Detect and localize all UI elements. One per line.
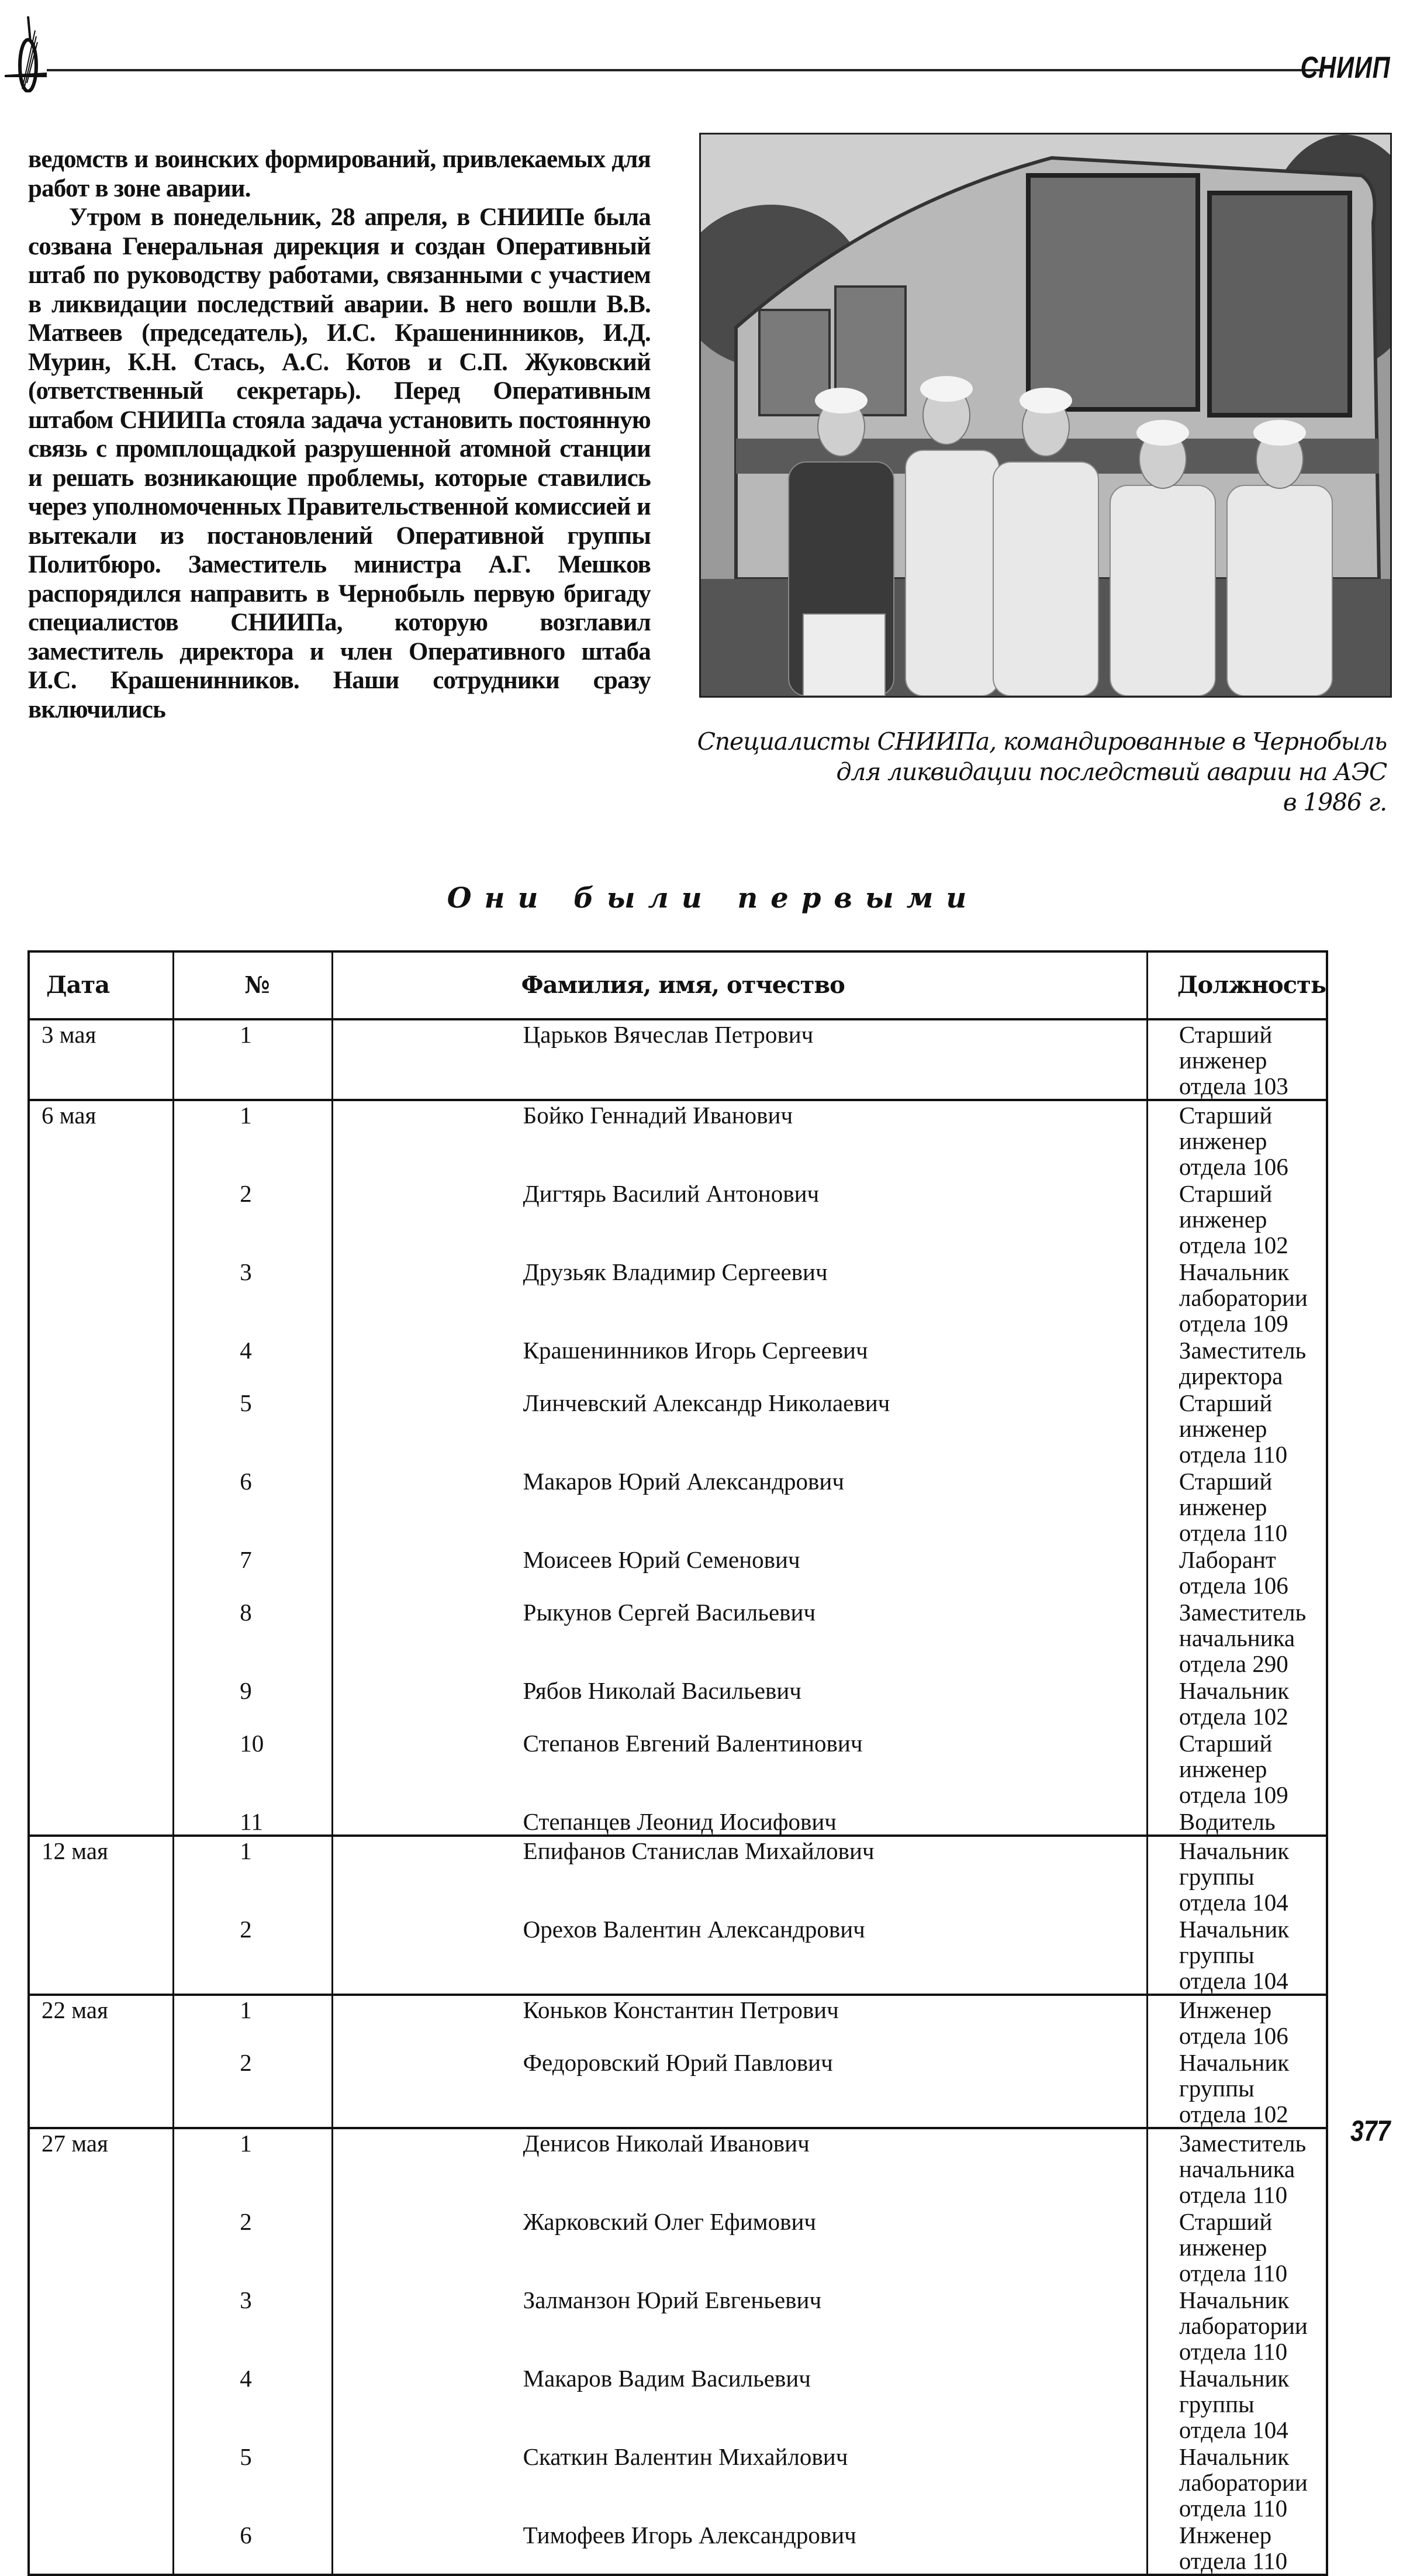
caption-line: в 1986 г.	[1283, 788, 1387, 816]
position-line: отдела 104	[1179, 2416, 1288, 2443]
cell-date: 6 мая	[29, 1100, 174, 1180]
table-row	[29, 2443, 1327, 2521]
header-rule	[47, 69, 1324, 71]
photo-caption	[656, 726, 1387, 818]
table-row	[29, 2521, 1327, 2575]
cell-number: 8	[174, 1598, 332, 1677]
table-row	[29, 1467, 1327, 1546]
position-line: Заместитель начальника	[1179, 1599, 1307, 1651]
cell-date	[29, 1336, 174, 1389]
position-line: Заместитель начальника	[1179, 2130, 1307, 2182]
position-line: Начальник лаборатории	[1179, 2287, 1308, 2339]
cell-number: 10	[174, 1729, 332, 1808]
position-line: Начальник лаборатории	[1179, 1258, 1308, 1311]
institute-emblem-icon	[5, 7, 47, 92]
position-line: отдела 290	[1179, 1650, 1288, 1677]
table-row	[29, 1336, 1327, 1389]
cell-number: 2	[174, 1915, 332, 1995]
cell-position	[1147, 1258, 1327, 1336]
position-line: Инженер отдела 106	[1179, 1996, 1288, 2049]
cell-name: Макаров Юрий Александрович	[332, 1467, 1147, 1546]
cell-date	[29, 1598, 174, 1677]
cell-number: 2	[174, 1180, 332, 1258]
cell-name: Макаров Вадим Васильевич	[332, 2364, 1147, 2443]
cell-name: Бойко Геннадий Иванович	[332, 1100, 1147, 1180]
cell-number: 7	[174, 1546, 332, 1598]
table-row	[29, 1598, 1327, 1677]
cell-date	[29, 1677, 174, 1729]
cell-date	[29, 1808, 174, 1836]
cell-position	[1147, 1389, 1327, 1467]
table-row	[29, 1258, 1327, 1336]
cell-number: 6	[174, 1467, 332, 1546]
cell-date	[29, 1258, 174, 1336]
cell-date: 12 мая	[29, 1836, 174, 1915]
table-row	[29, 2208, 1327, 2286]
position-line: отдела 110	[1179, 1441, 1288, 1468]
position-line: Начальник лаборатории	[1179, 2443, 1308, 2496]
table-row	[29, 1729, 1327, 1808]
running-title: СНИИП	[1300, 51, 1390, 85]
cell-date	[29, 1915, 174, 1995]
position-line: отдела 102	[1179, 1232, 1288, 1258]
table-header-row	[29, 951, 1327, 1019]
cell-number: 6	[174, 2521, 332, 2575]
table-row	[29, 1915, 1327, 1995]
position-line: отдела 110	[1179, 2338, 1288, 2365]
cell-position	[1147, 1019, 1327, 1100]
position-line: Лаборант отдела 106	[1179, 1546, 1288, 1599]
cell-date	[29, 2364, 174, 2443]
cell-name: Тимофеев Игорь Александрович	[332, 2521, 1147, 2575]
cell-number: 1	[174, 1995, 332, 2049]
cell-position	[1147, 2208, 1327, 2286]
table-row	[29, 1100, 1327, 1180]
cell-name: Скаткин Валентин Михайлович	[332, 2443, 1147, 2521]
cell-name: Епифанов Станислав Михайлович	[332, 1836, 1147, 1915]
position-line: отдела 110	[1179, 2495, 1288, 2522]
cell-name: Линчевский Александр Николаевич	[332, 1389, 1147, 1467]
table-row	[29, 1808, 1327, 1836]
position-line: отдела 109	[1179, 1310, 1288, 1337]
cell-date	[29, 2443, 174, 2521]
cell-position	[1147, 1546, 1327, 1598]
position-line: отдела 104	[1179, 1967, 1288, 1994]
cell-name: Степанов Евгений Валентинович	[332, 1729, 1147, 1808]
position-line: Заместитель директора	[1179, 1337, 1307, 1389]
cell-name: Орехов Валентин Александрович	[332, 1915, 1147, 1995]
cell-date	[29, 1180, 174, 1258]
position-line: отдела 109	[1179, 1781, 1288, 1808]
cell-number: 4	[174, 2364, 332, 2443]
date-group	[29, 2128, 1327, 2575]
cell-name: Коньков Константин Петрович	[332, 1995, 1147, 2049]
cell-date	[29, 2049, 174, 2128]
cell-date: 27 мая	[29, 2128, 174, 2208]
cell-name: Моисеев Юрий Семенович	[332, 1546, 1147, 1598]
page-header	[0, 0, 1403, 117]
date-group	[29, 1995, 1327, 2128]
table-row	[29, 1019, 1327, 1100]
cell-name: Крашенинников Игорь Сергеевич	[332, 1336, 1147, 1389]
cell-date	[29, 2208, 174, 2286]
cell-position	[1147, 1915, 1327, 1995]
cell-name: Степанцев Леонид Иосифович	[332, 1808, 1147, 1836]
position-line: Начальник группы	[1179, 1916, 1290, 1968]
header-date: Дата	[29, 951, 174, 1019]
position-line: Старший инженер	[1179, 2208, 1273, 2261]
date-group	[29, 1019, 1327, 1100]
cell-number: 1	[174, 1019, 332, 1100]
cell-number: 3	[174, 2286, 332, 2364]
table-row	[29, 1836, 1327, 1915]
cell-name: Друзьяк Владимир Сергеевич	[332, 1258, 1147, 1336]
cell-position	[1147, 1995, 1327, 2049]
position-line: Начальник группы	[1179, 2049, 1290, 2102]
cell-number: 11	[174, 1808, 332, 1836]
table-row	[29, 2286, 1327, 2364]
cell-number: 3	[174, 1258, 332, 1336]
roster-table	[27, 950, 1328, 2576]
cell-position	[1147, 1808, 1327, 1836]
cell-date	[29, 2521, 174, 2575]
cell-date	[29, 1467, 174, 1546]
table-row	[29, 1389, 1327, 1467]
cell-date: 22 мая	[29, 1995, 174, 2049]
position-line: отдела 103	[1179, 1073, 1288, 1099]
table-row	[29, 1546, 1327, 1598]
cell-number: 2	[174, 2208, 332, 2286]
cell-position	[1147, 1336, 1327, 1389]
cell-date	[29, 1389, 174, 1467]
position-line: отдела 110	[1179, 2181, 1288, 2208]
photo-image	[701, 135, 1390, 696]
position-line: Старший инженер	[1179, 1021, 1273, 1074]
cell-position	[1147, 2049, 1327, 2128]
paragraph: Утром в понедельник, 28 апреля, в СНИИПе была созвана Генеральная дирекция и создан Оперативный штаб по руководству работами, связанными с участием в ликвидации последствий аварии. В него вошли В.В. Матвеев (председатель), И.С. Крашенинников, И.Д. Мурин, К.Н. Стась, А.С. Котов и С.П. Жуковский (ответственный секретарь). Перед Оперативным штабом СНИИПа стояла задача установить постоянную связь с промплощадкой разрушенной атомной станции и решать возникающие проблемы, которые ставились через уполномоченных Правительственной комиссией и вытекали из постановлений Оперативной группы Политбюро. Заместитель министра А.Г. Мешков распорядился направить в Чернобыль первую бригаду специалистов СНИИПа, которую возглавил заместитель директора и член Оперативного штаба И.С. Крашенинников. Наши сотрудники сразу включились	[28, 204, 651, 723]
header-position: Должность	[1147, 951, 1327, 1019]
paragraph: ведомств и воинских формирований, привлекаемых для работ в зоне аварии.	[28, 146, 651, 202]
cell-date	[29, 1729, 174, 1808]
cell-position	[1147, 2364, 1327, 2443]
cell-position	[1147, 2443, 1327, 2521]
cell-date	[29, 2286, 174, 2364]
article-body	[28, 145, 651, 724]
page-number: 377	[1350, 2115, 1390, 2147]
position-line: Старший инженер	[1179, 1102, 1273, 1154]
position-line: отдела 106	[1179, 1153, 1288, 1180]
photo	[699, 133, 1392, 698]
cell-position	[1147, 2286, 1327, 2364]
cell-number: 1	[174, 2128, 332, 2208]
position-line: Старший инженер	[1179, 1180, 1273, 1233]
cell-position	[1147, 1467, 1327, 1546]
position-line: Водитель	[1179, 1808, 1276, 1835]
position-line: Инженер отдела 110	[1179, 2522, 1288, 2574]
cell-number: 2	[174, 2049, 332, 2128]
cell-position	[1147, 1598, 1327, 1677]
cell-name: Дигтярь Василий Антонович	[332, 1180, 1147, 1258]
cell-position	[1147, 1729, 1327, 1808]
table-title: Они были первыми	[447, 882, 980, 915]
cell-position	[1147, 2128, 1327, 2208]
cell-name: Рябов Николай Васильевич	[332, 1677, 1147, 1729]
position-line: Старший инженер	[1179, 1389, 1273, 1442]
cell-name: Рыкунов Сергей Васильевич	[332, 1598, 1147, 1677]
cell-position	[1147, 2521, 1327, 2575]
table-row	[29, 1995, 1327, 2049]
cell-number: 1	[174, 1836, 332, 1915]
position-line: Начальник группы	[1179, 1837, 1290, 1890]
date-group	[29, 1100, 1327, 1836]
position-line: Старший инженер	[1179, 1468, 1273, 1520]
cell-number: 5	[174, 2443, 332, 2521]
table-row	[29, 2049, 1327, 2128]
position-line: отдела 110	[1179, 2260, 1288, 2287]
cell-position	[1147, 1100, 1327, 1180]
position-line: Начальник отдела 102	[1179, 1677, 1290, 1730]
table-row	[29, 1180, 1327, 1258]
caption-line: для ликвидации последствий аварии на АЭС	[836, 758, 1387, 786]
cell-date	[29, 1546, 174, 1598]
cell-number: 5	[174, 1389, 332, 1467]
date-group	[29, 1836, 1327, 1995]
position-line: Старший инженер	[1179, 1730, 1273, 1782]
header-number: №	[174, 951, 332, 1019]
cell-date: 3 мая	[29, 1019, 174, 1100]
cell-name: Залманзон Юрий Евгеньевич	[332, 2286, 1147, 2364]
position-line: отдела 110	[1179, 1519, 1288, 1546]
position-line: отдела 102	[1179, 2101, 1288, 2127]
header-name: Фамилия, имя, отчество	[332, 951, 1147, 1019]
table-row	[29, 2364, 1327, 2443]
cell-number: 1	[174, 1100, 332, 1180]
cell-number: 4	[174, 1336, 332, 1389]
cell-position	[1147, 1180, 1327, 1258]
table-row	[29, 2128, 1327, 2208]
cell-name: Федоровский Юрий Павлович	[332, 2049, 1147, 2128]
cell-name: Царьков Вячеслав Петрович	[332, 1019, 1147, 1100]
cell-name: Жарковский Олег Ефимович	[332, 2208, 1147, 2286]
cell-position	[1147, 1677, 1327, 1729]
table-row	[29, 1677, 1327, 1729]
position-line: отдела 104	[1179, 1889, 1288, 1916]
cell-name: Денисов Николай Иванович	[332, 2128, 1147, 2208]
cell-number: 9	[174, 1677, 332, 1729]
cell-position	[1147, 1836, 1327, 1915]
position-line: Начальник группы	[1179, 2365, 1290, 2418]
caption-line: Специалисты СНИИПа, командированные в Чернобыль	[697, 727, 1387, 756]
